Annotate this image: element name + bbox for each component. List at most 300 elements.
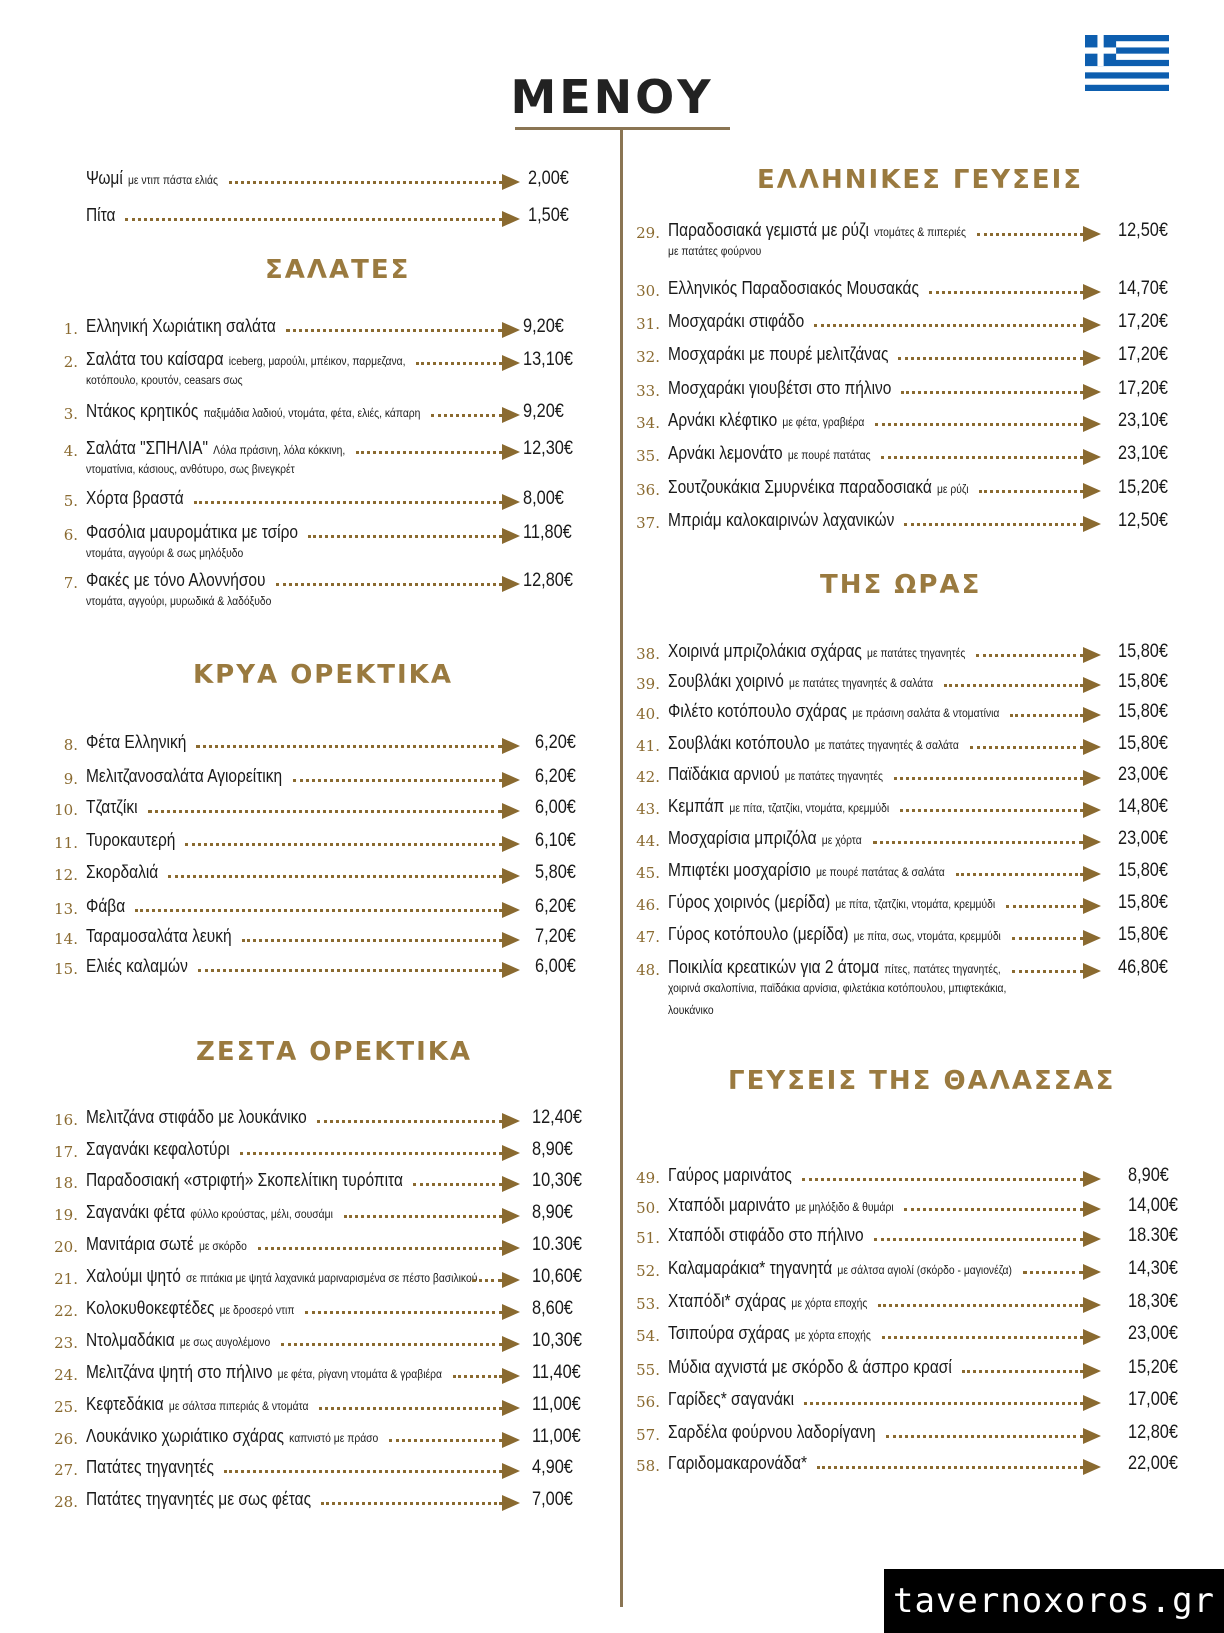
leader-dots <box>198 969 502 972</box>
item-number: 48. <box>636 961 660 979</box>
item-number: 17. <box>54 1143 78 1161</box>
item-name <box>668 892 995 913</box>
item-description: με πράσινη σαλάτα & ντοματίνια <box>852 706 1000 720</box>
leader-dots <box>276 583 502 586</box>
item-title: Φασόλια μαυρομάτικα με τσίρο <box>86 522 299 542</box>
leader-dots <box>319 1407 502 1410</box>
menu-item <box>634 1195 1208 1227</box>
item-description: Λόλα πράσινη, λόλα κόκκινη, <box>213 443 346 457</box>
item-title: Χταπόδι στιφάδο στο πήλινο <box>668 1225 864 1245</box>
item-title: Μπιφτέκι μοσχαρίσιο <box>668 860 811 880</box>
item-number: 56. <box>636 1393 660 1411</box>
item-name <box>86 1266 477 1287</box>
menu-item <box>52 168 608 200</box>
leader-dots <box>286 329 502 332</box>
item-description: με χόρτα εποχής <box>791 1296 868 1310</box>
item-name <box>86 1457 214 1478</box>
menu-item <box>52 830 615 862</box>
item-title: Χαλούμι ψητό <box>86 1266 181 1286</box>
leader-arrow-icon <box>1083 1171 1101 1187</box>
item-name <box>86 926 232 947</box>
menu-item <box>52 766 615 798</box>
leader-arrow-icon <box>502 902 520 918</box>
item-number: 33. <box>636 382 660 400</box>
item-description: με φέτα, γραβιέρα <box>782 415 865 429</box>
item-price: 14,00€ <box>1128 1195 1178 1216</box>
item-name <box>86 316 276 337</box>
item-description: με πατάτες τηγανητές <box>784 769 884 783</box>
leader-dots <box>135 909 502 912</box>
leader-dots <box>1006 905 1083 908</box>
item-title: Ελληνική Χωριάτικη σαλάτα <box>86 316 276 336</box>
leader-arrow-icon <box>1083 1428 1101 1444</box>
item-number: 15. <box>54 960 78 978</box>
leader-arrow-icon <box>1083 707 1101 723</box>
leader-arrow-icon <box>502 1336 520 1352</box>
leader-dots <box>977 233 1083 236</box>
leader-dots <box>321 1502 502 1505</box>
item-number: 58. <box>636 1457 660 1475</box>
item-price: 18.30€ <box>1128 1225 1178 1246</box>
item-price: 8,90€ <box>532 1202 573 1223</box>
leader-arrow-icon <box>502 407 520 423</box>
item-price: 15,80€ <box>1118 671 1168 692</box>
menu-item <box>634 671 1198 703</box>
menu-item <box>634 764 1198 796</box>
item-price: 9,20€ <box>523 316 564 337</box>
leader-arrow-icon <box>502 211 520 227</box>
item-title: Τυροκαυτερή <box>86 830 176 850</box>
item-number: 20. <box>54 1238 78 1256</box>
item-price: 13,10€ <box>523 349 573 370</box>
menu-item <box>634 1258 1208 1290</box>
item-title: Γαριδομακαρονάδα* <box>668 1453 808 1473</box>
leader-dots <box>125 218 502 221</box>
menu-item <box>634 892 1198 924</box>
item-description: με μηλόξιδο & θυμάρι <box>795 1200 894 1214</box>
item-name <box>668 410 864 431</box>
leader-arrow-icon <box>1083 317 1101 333</box>
greek-flag-icon[interactable] <box>1085 35 1169 91</box>
leader-arrow-icon <box>502 1176 520 1192</box>
menu-item <box>52 1202 612 1234</box>
menu-item <box>52 1489 612 1521</box>
item-price: 10.30€ <box>532 1234 582 1255</box>
item-number: 53. <box>636 1295 660 1313</box>
menu-item <box>634 1357 1208 1389</box>
leader-dots <box>874 1238 1083 1241</box>
item-title: Ποικιλία κρεατικών για 2 άτομα <box>668 957 880 977</box>
website-watermark: tavernoxoros.gr <box>884 1569 1224 1633</box>
item-title: Πατάτες τηγανητές με σως φέτας <box>86 1489 312 1509</box>
menu-item <box>634 641 1198 673</box>
item-title: Ταραμοσαλάτα λευκή <box>86 926 232 946</box>
leader-dots <box>281 1343 502 1346</box>
item-title: Ντάκος κρητικός <box>86 401 199 421</box>
item-title: Σουβλάκι χοιρινό <box>668 671 784 691</box>
item-price: 1,50€ <box>528 205 569 226</box>
menu-item <box>52 732 615 764</box>
item-price: 10,30€ <box>532 1330 582 1351</box>
item-number: 35. <box>636 447 660 465</box>
menu-item <box>634 443 1198 475</box>
leader-arrow-icon <box>502 1304 520 1320</box>
menu-item <box>52 1394 612 1426</box>
item-name <box>668 1225 864 1246</box>
section-heading-sea-flavors: ΓΕΥΣΕΙΣ ΤΗΣ ΘΑΛΑΣΣΑΣ <box>728 1066 1116 1096</box>
leader-arrow-icon <box>1083 647 1101 663</box>
item-name <box>668 344 888 365</box>
item-note: ντοματίνια, κάσιους, ανθότυρο, σως βινεγκρέτ <box>86 462 295 476</box>
leader-arrow-icon <box>502 932 520 948</box>
item-number: 44. <box>636 832 660 850</box>
menu-item <box>634 701 1198 733</box>
item-price: 23,00€ <box>1128 1323 1178 1344</box>
item-price: 6,20€ <box>535 732 576 753</box>
item-name <box>668 671 933 692</box>
item-title: Σκορδαλιά <box>86 862 159 882</box>
leader-arrow-icon <box>1083 1201 1101 1217</box>
item-description: ντομάτες & πιπεριές <box>874 225 966 239</box>
leader-dots <box>472 1279 502 1282</box>
item-price: 8,00€ <box>523 488 564 509</box>
leader-dots <box>1023 1271 1083 1274</box>
item-number: 31. <box>636 315 660 333</box>
item-name <box>86 830 175 851</box>
leader-dots <box>962 1370 1083 1373</box>
item-name <box>668 443 871 464</box>
item-price: 15,80€ <box>1118 733 1168 754</box>
item-name <box>86 1107 307 1128</box>
leader-arrow-icon <box>502 576 520 592</box>
item-price: 17,00€ <box>1128 1389 1178 1410</box>
menu-item <box>52 570 603 608</box>
item-title: Ντολμαδάκια <box>86 1330 175 1350</box>
item-name <box>86 797 138 818</box>
leader-dots <box>894 777 1083 780</box>
item-price: 12,80€ <box>1128 1422 1178 1443</box>
leader-dots <box>196 745 502 748</box>
menu-item <box>52 522 603 560</box>
item-note: λουκάνικο <box>668 1003 714 1017</box>
menu-item <box>52 205 608 237</box>
page-title: ΜΕΝΟΥ <box>510 70 714 124</box>
menu-item <box>52 1362 612 1394</box>
menu-item <box>52 1266 612 1298</box>
leader-arrow-icon <box>502 836 520 852</box>
item-name <box>668 641 965 662</box>
item-price: 8,90€ <box>1128 1165 1169 1186</box>
item-title: Κολοκυθοκεφτέδες <box>86 1298 215 1318</box>
leader-dots <box>802 1178 1083 1181</box>
item-title: Μελιτζανοσαλάτα Αγιορείτικη <box>86 766 283 786</box>
leader-dots <box>898 357 1083 360</box>
item-description: με σάλτσα αγιολί (σκόρδο - μαγιονέζα) <box>837 1263 1012 1277</box>
item-name <box>86 1170 403 1191</box>
item-name <box>668 378 891 399</box>
menu-item <box>52 1298 612 1330</box>
leader-dots <box>240 1152 502 1155</box>
leader-arrow-icon <box>1083 226 1101 242</box>
section-heading-salads: ΣΑΛΑΤΕΣ <box>265 255 411 285</box>
item-price: 12,50€ <box>1118 220 1168 241</box>
menu-item <box>52 1139 612 1171</box>
leader-arrow-icon <box>1083 963 1101 979</box>
leader-arrow-icon <box>1083 834 1101 850</box>
item-name <box>668 1422 876 1443</box>
leader-arrow-icon <box>502 1145 520 1161</box>
item-price: 15,20€ <box>1128 1357 1178 1378</box>
item-price: 6,20€ <box>535 766 576 787</box>
item-name <box>86 766 282 787</box>
leader-dots <box>929 291 1083 294</box>
item-number: 16. <box>54 1111 78 1129</box>
item-title: Σαγανάκι κεφαλοτύρι <box>86 1139 230 1159</box>
item-number: 11. <box>54 834 78 852</box>
item-price: 9,20€ <box>523 401 564 422</box>
leader-dots <box>1012 937 1083 940</box>
item-name <box>86 732 186 753</box>
leader-arrow-icon <box>502 1272 520 1288</box>
item-description: με πατάτες τηγανητές & σαλάτα <box>789 676 934 690</box>
item-number: 3. <box>63 405 78 423</box>
item-number: 40. <box>636 705 660 723</box>
leader-dots <box>293 779 502 782</box>
leader-dots <box>881 456 1083 459</box>
leader-arrow-icon <box>1083 483 1101 499</box>
item-price: 17,20€ <box>1118 311 1168 332</box>
item-title: Παραδοσιακή «στριφτή» Σκοπελίτικη τυρόπιτα <box>86 1170 403 1190</box>
leader-dots <box>389 1439 502 1442</box>
menu-item <box>52 1457 612 1489</box>
item-title: Σουβλάκι κοτόπουλο <box>668 733 810 753</box>
item-description: με σως αυγολέμονο <box>179 1335 271 1349</box>
item-number: 5. <box>63 492 78 510</box>
item-price: 46,80€ <box>1118 957 1168 978</box>
item-description: με σκόρδο <box>198 1239 247 1253</box>
item-number: 38. <box>636 645 660 663</box>
menu-item <box>52 956 615 988</box>
item-price: 2,00€ <box>528 168 569 189</box>
item-name <box>668 1165 792 1186</box>
leader-dots <box>148 810 502 813</box>
item-name <box>668 1258 1012 1279</box>
item-price: 12,80€ <box>523 570 573 591</box>
menu-item <box>52 926 615 958</box>
leader-dots <box>229 181 502 184</box>
item-price: 6,00€ <box>535 797 576 818</box>
item-price: 23,10€ <box>1118 410 1168 431</box>
item-number: 30. <box>636 282 660 300</box>
item-number: 32. <box>636 348 660 366</box>
item-price: 8,90€ <box>532 1139 573 1160</box>
item-title: Σουτζουκάκια Σμυρνέικα παραδοσιακά <box>668 477 932 497</box>
item-price: 12,30€ <box>523 438 573 459</box>
item-description: iceberg, μαρούλι, μπέικον, παρμεζανα, <box>228 354 406 368</box>
item-name <box>86 896 125 917</box>
menu-item <box>634 1453 1208 1485</box>
item-number: 54. <box>636 1327 660 1345</box>
item-title: Λουκάνικο χωριάτικο σχάρας <box>86 1426 285 1446</box>
leader-dots <box>900 809 1083 812</box>
item-price: 10,60€ <box>532 1266 582 1287</box>
item-title: Γαύρος μαρινάτος <box>668 1165 792 1185</box>
item-title: Καλαμαράκια* τηγανητά <box>668 1258 833 1278</box>
item-name <box>86 862 158 883</box>
leader-dots <box>194 501 502 504</box>
menu-item <box>52 1170 612 1202</box>
menu-item <box>52 797 615 829</box>
item-name <box>86 1489 311 1510</box>
item-title: Μύδια αχνιστά με σκόρδο & άσπρο κρασί <box>668 1357 952 1377</box>
item-number: 27. <box>54 1461 78 1479</box>
item-price: 7,20€ <box>535 926 576 947</box>
item-number: 4. <box>63 442 78 460</box>
leader-dots <box>979 490 1083 493</box>
item-price: 5,80€ <box>535 862 576 883</box>
item-name <box>86 1426 378 1447</box>
leader-arrow-icon <box>1083 1264 1101 1280</box>
item-name <box>86 349 406 370</box>
item-title: Τσιπούρα σχάρας <box>668 1323 790 1343</box>
item-number: 46. <box>636 896 660 914</box>
leader-arrow-icon <box>1083 1297 1101 1313</box>
item-price: 22,00€ <box>1128 1453 1178 1474</box>
leader-arrow-icon <box>502 494 520 510</box>
item-description: με πουρέ πατάτας & σαλάτα <box>816 865 945 879</box>
leader-arrow-icon <box>502 1463 520 1479</box>
item-name <box>668 1389 794 1410</box>
leader-dots <box>901 391 1083 394</box>
item-price: 10,30€ <box>532 1170 582 1191</box>
item-name <box>668 1291 867 1312</box>
item-number: 9. <box>63 770 78 788</box>
leader-arrow-icon <box>502 803 520 819</box>
leader-arrow-icon <box>502 444 520 460</box>
item-name <box>668 510 894 531</box>
item-title: Μελιτζάνα στιφάδο με λουκάνικο <box>86 1107 307 1127</box>
menu-item <box>52 1330 612 1362</box>
leader-dots <box>1012 970 1083 973</box>
item-price: 15,80€ <box>1118 924 1168 945</box>
item-price: 7,00€ <box>532 1489 573 1510</box>
item-title: Χόρτα βραστά <box>86 488 184 508</box>
item-name <box>86 401 420 422</box>
leader-dots <box>308 535 502 538</box>
leader-arrow-icon <box>502 1208 520 1224</box>
leader-arrow-icon <box>1083 1329 1101 1345</box>
item-name <box>668 764 883 785</box>
item-price: 18,30€ <box>1128 1291 1178 1312</box>
item-price: 23,10€ <box>1118 443 1168 464</box>
leader-dots <box>944 684 1083 687</box>
leader-dots <box>356 451 502 454</box>
item-title: Σαλάτα "ΣΠΗΛΙΑ" <box>86 438 209 458</box>
menu-item <box>634 344 1198 376</box>
item-price: 15,80€ <box>1118 860 1168 881</box>
item-description: με δροσερό ντιπ <box>219 1303 295 1317</box>
item-title: Παραδοσιακά γεμιστά με ρύζι <box>668 220 869 240</box>
item-name <box>86 570 266 591</box>
item-name <box>668 924 1001 945</box>
item-name <box>668 701 999 722</box>
item-name <box>668 311 804 332</box>
leader-arrow-icon <box>1083 516 1101 532</box>
item-title: Φέτα Ελληνική <box>86 732 187 752</box>
leader-arrow-icon <box>1083 416 1101 432</box>
item-number: 45. <box>636 864 660 882</box>
menu-item <box>634 220 1198 258</box>
leader-arrow-icon <box>502 1400 520 1416</box>
item-title: Σαγανάκι φέτα <box>86 1202 186 1222</box>
item-description: με πίτα, σως, ντομάτα, κρεμμύδι <box>853 929 1001 943</box>
item-name <box>668 733 959 754</box>
item-name <box>668 477 969 498</box>
item-number: 43. <box>636 800 660 818</box>
item-number: 14. <box>54 930 78 948</box>
item-title: Γύρος κοτόπουλο (μερίδα) <box>668 924 849 944</box>
item-number: 41. <box>636 737 660 755</box>
menu-item <box>52 316 603 348</box>
menu-item <box>634 1422 1208 1454</box>
item-name <box>668 796 889 817</box>
item-note: ντομάτα, αγγούρι, μυρωδικά & λαδόξυδο <box>86 594 272 608</box>
leader-dots <box>882 1336 1083 1339</box>
leader-arrow-icon <box>1083 802 1101 818</box>
leader-arrow-icon <box>502 1368 520 1384</box>
item-title: Γαρίδες* σαγανάκι <box>668 1389 795 1409</box>
menu-item <box>52 896 615 928</box>
item-price: 8,60€ <box>532 1298 573 1319</box>
leader-dots <box>224 1470 502 1473</box>
item-price: 14,30€ <box>1128 1258 1178 1279</box>
item-price: 14,80€ <box>1118 796 1168 817</box>
item-number: 21. <box>54 1270 78 1288</box>
item-price: 15,80€ <box>1118 892 1168 913</box>
leader-dots <box>875 423 1083 426</box>
item-name <box>86 488 184 509</box>
item-price: 17,20€ <box>1118 344 1168 365</box>
leader-arrow-icon <box>502 772 520 788</box>
leader-dots <box>817 1466 1083 1469</box>
item-note: κοτόπουλο, κρουτόν, ceasars σως <box>86 373 243 387</box>
item-number: 23. <box>54 1334 78 1352</box>
leader-dots <box>904 523 1083 526</box>
leader-arrow-icon <box>502 1495 520 1511</box>
leader-arrow-icon <box>1083 1459 1101 1475</box>
leader-arrow-icon <box>1083 930 1101 946</box>
leader-dots <box>956 873 1083 876</box>
item-description: με ντιπ πάστα ελιάς <box>127 173 218 187</box>
leader-dots <box>1010 714 1083 717</box>
item-number: 19. <box>54 1206 78 1224</box>
item-number: 50. <box>636 1199 660 1217</box>
leader-arrow-icon <box>502 355 520 371</box>
leader-arrow-icon <box>502 1432 520 1448</box>
leader-dots <box>886 1435 1083 1438</box>
item-name <box>668 1453 807 1474</box>
menu-item <box>634 1165 1208 1197</box>
item-title: Χταπόδι* σχάρας <box>668 1291 787 1311</box>
item-price: 11,80€ <box>523 522 572 543</box>
leader-arrow-icon <box>502 1240 520 1256</box>
leader-arrow-icon <box>502 1113 520 1129</box>
menu-item <box>634 957 1198 1017</box>
item-description: σε πιτάκια με ψητά λαχανικά μαριναρισμένα σε πέστο βασιλικού <box>186 1271 478 1285</box>
section-heading-cold-appetizers: ΚΡΥΑ ΟΡΕΚΤΙΚΑ <box>193 660 453 690</box>
leader-arrow-icon <box>1083 449 1101 465</box>
item-number: 26. <box>54 1430 78 1448</box>
